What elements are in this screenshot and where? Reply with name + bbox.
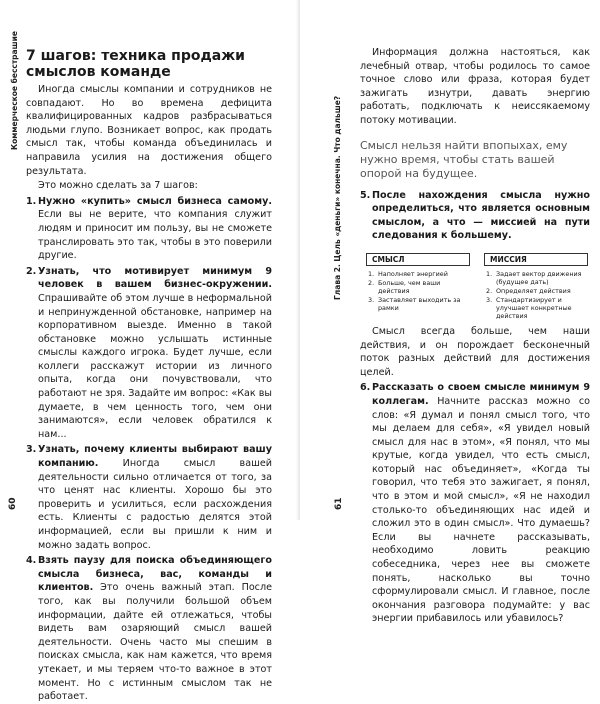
right-content (360, 46, 590, 626)
step-1-text: Если вы не верите, что компания служит людям и приносит им пользу, вы не сможете транслировать это так, чтобы в это поверили другие. (38, 209, 272, 262)
step-4 (26, 554, 272, 704)
step-1-number: 1. (26, 195, 37, 207)
left-page-number: 60 (8, 497, 18, 510)
smysl-item: 3. Заставляет выходить за рамки (368, 295, 461, 312)
step-6-number: 6. (360, 382, 371, 394)
missiya-item: 3. Стандартизирует и улучшает конкретные действия (486, 295, 572, 320)
smysl-title: СМЫСЛ (366, 253, 470, 266)
missiya-item: 1. Задает вектор движения (будущее дать) (486, 269, 582, 286)
left-running-head: Коммерческое бесстрашие (10, 31, 19, 150)
step-2 (26, 265, 272, 442)
step-3-text: Иногда смысл вашей деятельности сильно отличается от того, за что ценят нас клиенты. Хорошо бы это проверить и усилиться, если расхождения есть. Клиенты с радостью делятся этой информацией, если вы пришли к ним и можно задать вопрос. (38, 458, 272, 551)
step-4-number: 4. (26, 555, 37, 567)
diagram-column-missiya (484, 253, 588, 321)
step-5-text: После нахождения смысла нужно определиться, что является основным смыслом, а что — миссией на пути следования к большему. (372, 189, 590, 242)
step-3-number: 3. (26, 444, 37, 456)
paragraph-after-diagram: Смысл всегда больше, чем наши действия, и он порождает бесконечный поток разных действий для достижения целей. (360, 325, 590, 378)
left-content (26, 48, 272, 704)
step-3-title: Узнать, почему клиенты выбирают вашу компанию. (38, 444, 272, 470)
step-4-title: Взять паузу для поиска объединяющего смысла бизнеса, вас, команды и клиентов. (38, 555, 272, 594)
paragraph-top: Информация должна настояться, как лечебный отвар, чтобы родилось то самое точное слово или фраза, которая будет зажигать изнутри, давать энергию работать, подключать к неиссякаемому потоку мотивации. (360, 47, 590, 126)
missiya-title: МИССИЯ (484, 253, 588, 266)
missiya-item: 2. Определяет действия (486, 286, 571, 295)
left-page (0, 0, 300, 703)
step-5-number: 5. (360, 189, 371, 201)
step-1-title: Нужно «купить» смысл бизнеса самому. (38, 195, 272, 207)
step-6-text: Начните рассказ можно со слов: «Я думал и понял смысл того, что мы делаем для себя», «Я увидел новый смысл для нас в этом», «Я понял, что мы крутые, когда увидел, что есть смысл, который нас объединяет», «Когда ты говорил, что тебя это зажигает, я понял, что в этом и мой смысл», «Я не находил столько-то объединяющих нас идей и сложил это в один смысл». Что думаешь? Если вы начнете рассказывать, необходимо ловить реакцию собеседника, через нее вы сможете понять, насколько вы точно сформулировали смысл. И главное, после окончания разговора подумайте: у вас энергии прибавилось или убавилось? (372, 395, 590, 625)
step-6 (360, 381, 590, 626)
step-4-text: Это очень важный этап. После того, как вы получили большой объем информации, дайте ей отлежаться, чтобы видеть вам озаряющий смысл вашей деятельности. Очень часто мы спешим в поисках смысла, как нам кажется, что время утекает, и мы теряем что-то важное в этот момент. Но с истинным смыслом так не работает. (38, 582, 272, 703)
step-6-title: Рассказать о своем смысле минимум 9 коллегам. (372, 382, 590, 407)
pull-quote: Смысл нельзя найти впопыхах, ему нужно время, чтобы стать вашей опорой на будущее. (360, 138, 568, 180)
intro-paragraph: Иногда смыслы компании и сотрудников не совпадают. Но во времена дефицита квалифицированных кадров разбрасываться людьми глупо. Возникает вопрос, как продать смысл так, чтобы команда объединилась и направила усилия на достижения общего результата. (26, 84, 272, 177)
steps-intro: Это можно сделать за 7 шагов: (38, 180, 198, 192)
step-5 (360, 189, 590, 243)
step-2-number: 2. (26, 265, 37, 277)
smysl-item: 2. Больше, чем ваши действия (368, 278, 441, 295)
step-2-title: Узнать, что мотивирует минимум 9 человек в вашем бизнес-окружении. (38, 265, 272, 291)
step-2-text: Спрашивайте об этом лучше в неформальной и непринужденной обстановке, например на корпоративном выезде. Именно в такой обстановке можно услышать истинные смыслы каждого игрока. Будет лучше, если коллеги расскажут истории из личного опыта, когда они почувствовали, что работают не зря. Задайте им вопрос: «Как вы думаете, в чем ценность того, чем они занимаются», если человек обратился к нам... (38, 292, 273, 440)
step-1 (26, 195, 272, 263)
step-3 (26, 443, 272, 552)
smysl-item: 1. Наполняет энергией (368, 269, 448, 278)
meaning-mission-diagram (366, 253, 590, 320)
right-running-head: Глава 2. Цель «деньги» конечна. Что дальше? (333, 95, 342, 300)
right-page (300, 0, 600, 625)
right-page-number: 61 (334, 497, 344, 510)
section-heading: 7 шагов: техника продажи смыслов команде (26, 48, 245, 80)
diagram-column-smysl (366, 253, 470, 313)
